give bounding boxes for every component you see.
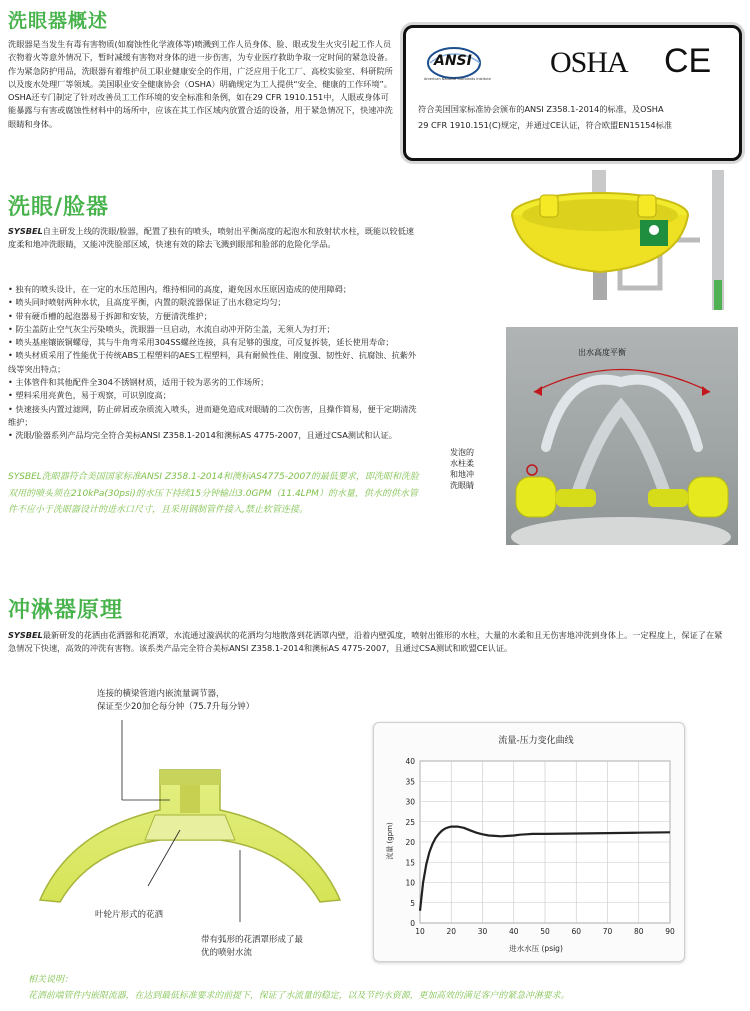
list-item: • 独有的喷头设计，在一定的水压范围内，维持相同的高度，避免因水压原因造成的使用障碍；: [8, 284, 352, 294]
photo-label-stream: 发泡的 水柱柔 和地冲 洗眼睛: [450, 448, 474, 490]
chart-ylabel: 流量 (gpm): [386, 822, 394, 860]
shower-title: 冲淋器原理: [8, 598, 124, 623]
osha-logo: OSHA: [550, 46, 628, 79]
chart-ytick-label: 25: [405, 817, 415, 827]
certification-box: [403, 25, 742, 161]
chart-xtick-label: 90: [665, 927, 675, 936]
chart-ytick-label: 10: [405, 878, 415, 888]
eyewash-title: 洗眼/脸器: [8, 195, 110, 220]
eyewash-feature-list: [8, 283, 423, 443]
chart-xtick-label: 50: [540, 927, 550, 936]
eyewash-brand: SYSBEL: [8, 226, 43, 236]
list-item: • 喷头同时喷射两种水状，且高度平衡，内置的限流器保证了出水稳定均匀；: [8, 297, 286, 308]
list-item: • 主体管件和其他配件全304不锈钢材质，适用于较为恶劣的工作场所；: [8, 377, 269, 388]
shower-paragraph-block: [8, 629, 728, 656]
flow-pressure-chart: [373, 722, 685, 962]
certification-line-2: 29 CFR 1910.151(C)规定，并通过CE认证，符合欧盟EN15154标准: [418, 120, 672, 130]
chart-ytick-label: 20: [405, 838, 415, 847]
list-item: • 快速接头内置过滤网，防止碎屑或杂质流入喷头，进而避免造成对眼睛的二次伤害，且操作简易，便于定期清洗维护；: [8, 403, 417, 427]
photo-label-height: 出水高度平衡: [578, 348, 626, 357]
list-item: • 喷头基座镶嵌铜螺母，其与牛角弯采用304SS螺丝连接，具有足够的强度，可反复拆装，延长使用寿命；: [8, 337, 394, 348]
ce-logo: CE: [664, 42, 712, 80]
chart-ytick-label: 0: [410, 919, 415, 928]
overview-paragraph: 洗眼器是当发生有毒有害物质(如腐蚀性化学液体等)喷溅到工作人员身体、脸、眼或发生火灾引起工作人员衣物着火等意外情况下，暂时减缓有害物对身体的进一步伤害，为专业医疗救助争取一定时间的紧急设备。作为紧急防护用品，洗眼器有着维护员工职业健康安全的作用，广泛应用于化工厂、高校实验室、科研院所以及废水处理厂等领域。美国职业安全健康协会（OSHA）明确规定为工人提供“安全、健康的工作环境”。OSHA还专门制定了针对改善员工工作环境的安全标准和条例，如在29 CFR 1910.151中，人眼或身体可能暴露与有害或腐蚀性材料中的场所中，应该在其工作区域内放置合适的设备，用于紧急情况下，快速冲洗眼睛和身体。: [8, 39, 393, 129]
callout-shroud: 带有弧形的花洒罩形成了最 优的喷射水流: [201, 935, 304, 958]
chart-ytick-label: 15: [405, 858, 415, 868]
eyewash-bowl-image: [500, 170, 740, 310]
certification-line-1: 符合美国国家标准协会颁布的ANSI Z358.1-2014的标准，及OSHA: [418, 104, 664, 114]
callout-impeller: 叶轮片形式的花洒: [95, 910, 164, 920]
eyewash-spray-photo: [450, 327, 738, 545]
ansi-logo: [424, 43, 494, 87]
footnote-text: 花洒前端管件内嵌限流器，在达到最低标准要求的前提下，保证了水流量的稳定，以及节约水资源，更加高效的满足客户的紧急冲淋要求。: [28, 991, 570, 1001]
chart-ytick-label: 30: [405, 797, 415, 807]
eyewash-intro: 自主研发上线的洗眼/脸器，配置了独有的喷头，喷射出平衡高度的起泡水和放射状水柱，既能以较低速度柔和地冲洗眼睛，又能冲洗脸部区域，快速有效的除去飞溅到眼部和脸部的危险化学品。: [8, 226, 414, 250]
ansi-logo-subtext: American National Standards Institute: [424, 77, 491, 81]
shower-head-diagram: [30, 690, 360, 970]
list-item: • 洗眼/脸器系列产品均完全符合美标ANSI Z358.1-2014和澳标AS 4775-2007，且通过CSA测试和认证。: [8, 430, 397, 441]
shower-paragraph: 最新研发的花洒由花洒器和花洒罩，水流通过漩涡状的花洒均匀地散落到花洒罩内壁，沿着内壁弧度，喷射出锥形的水柱，大量的水柔和且无伤害地冲洗到身体上。一定程度上，保证了在紧急情况下快速，高效的冲洗有害物。该系类产品完全符合美标ANSI Z358.1-2014和澳标AS 4775-2007，且通过CSA测试和欧盟CE认证。: [8, 630, 723, 654]
shower-brand: SYSBEL: [8, 630, 43, 640]
chart-xtick-label: 70: [602, 927, 613, 936]
callout-flow-regulator: 连接的横梁管道内嵌流量调节器， 保证至少20加仑每分钟（75.7升每分钟）: [97, 689, 255, 712]
chart-xlabel: 进水水压 (psig): [509, 944, 563, 953]
chart-title: 流量-压力变化曲线: [498, 736, 574, 746]
chart-xtick-label: 40: [508, 927, 519, 936]
chart-xtick-label: 30: [477, 927, 488, 936]
chart-xtick-label: 60: [571, 927, 582, 936]
eyewash-standard-note: SYSBEL洗眼器符合美国国家标准ANSI Z358.1-2014和澳标AS4775-2007的最低要求，即洗眼和洗脸双用的喷头须在210kPa(30psi)的水压下持续15分钟输出3.0GPM（11.4LPM）的水量，供水的供水管件不应小于洗眼器设计的进水口尺寸，且采用钢制管件接入,禁止软管连接。: [8, 472, 419, 515]
chart-xtick-label: 80: [633, 927, 644, 936]
chart-ytick-label: 35: [405, 777, 415, 787]
overview-title: 洗眼器概述: [8, 10, 109, 32]
eyewash-intro-block: [8, 225, 418, 252]
list-item: • 塑料采用亮黄色，易于观察，可识别度高；: [8, 390, 171, 401]
chart-ytick-label: 40: [405, 757, 415, 766]
chart-ytick-label: 5: [410, 898, 415, 908]
chart-xtick-label: 20: [446, 927, 457, 936]
ansi-logo-text: ANSI: [434, 53, 472, 69]
chart-xtick-label: 10: [415, 927, 425, 936]
list-item: • 喷头材质采用了性能优于传统ABS工程塑料的AES工程塑料，具有耐候性佳、刚度强、韧性好、抗腐蚀、抗紫外线等突出特点；: [8, 350, 417, 374]
chart-canvas: [374, 723, 684, 961]
footnote-label: 相关说明：: [28, 975, 74, 985]
list-item: • 防尘盖防止空气灰尘污染喷头，洗眼器一旦启动，水流自动冲开防尘盖，无须人为打开；: [8, 323, 335, 334]
list-item: • 带有硬币槽的起泡器易于拆卸和安装，方便清洗维护；: [8, 310, 212, 321]
